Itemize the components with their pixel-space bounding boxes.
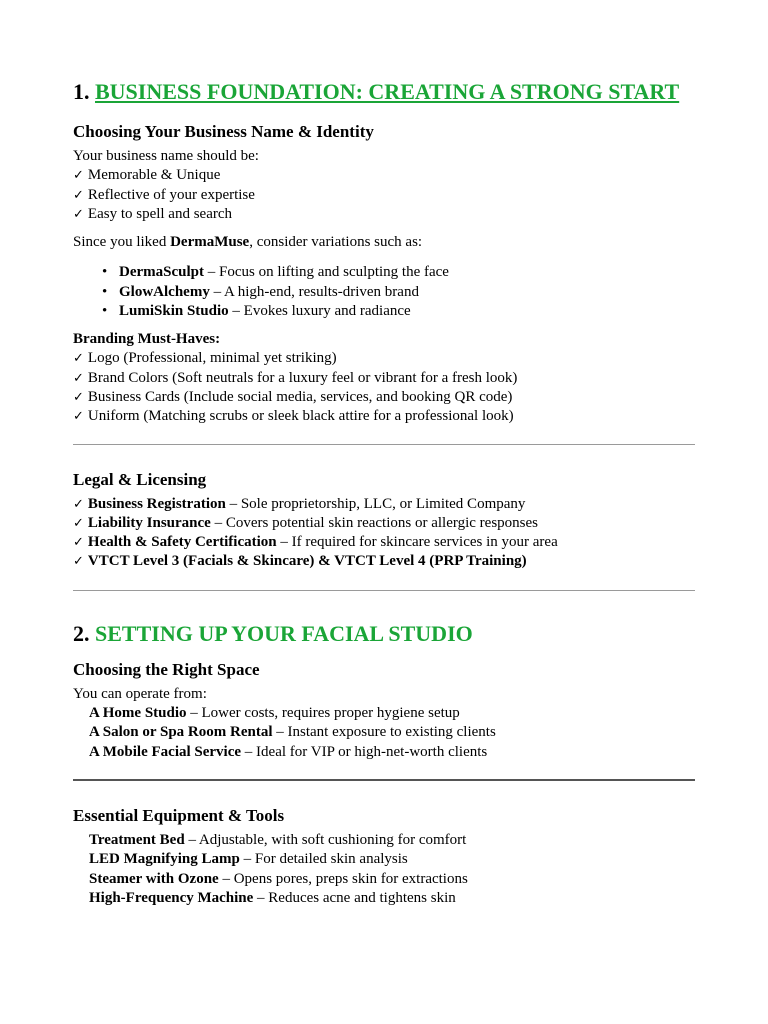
equipment-item-desc: – Reduces acne and tightens skin <box>253 889 456 906</box>
check-item: ✓ Logo (Professional, minimal yet striking) <box>73 349 695 368</box>
space-item-desc: – Ideal for VIP or high-net-worth clients <box>241 743 488 760</box>
legal-item-desc: – Covers potential skin reactions or allergic responses <box>210 514 538 531</box>
list-item <box>73 283 695 302</box>
since-post: , consider variations such as: <box>249 234 423 251</box>
check-item: ✓ Business Cards (Include social media, services, and booking QR code) <box>73 388 695 407</box>
variation-desc: – A high-end, results-driven brand <box>209 283 419 300</box>
check-item <box>73 495 695 514</box>
space-item-name: A Mobile Facial Service <box>89 743 242 760</box>
list-item <box>89 889 695 908</box>
legal-heading: Legal & Licensing <box>73 469 207 489</box>
since-brand: DermaMuse <box>170 234 250 251</box>
equipment-item-name: Steamer with Ozone <box>89 870 219 887</box>
space-item-name: A Home Studio <box>89 705 187 722</box>
equipment-item-name: Treatment Bed <box>89 831 185 848</box>
list-item <box>89 870 695 889</box>
list-item <box>73 263 695 282</box>
equipment-item-name: High-Frequency Machine <box>89 889 254 906</box>
variation-name: GlowAlchemy <box>119 283 210 300</box>
list-item <box>89 704 695 723</box>
space-intro: You can operate from: <box>73 685 207 702</box>
equipment-item-name: LED Magnifying Lamp <box>89 851 240 868</box>
since-pre: Since you liked <box>73 234 171 251</box>
since-paragraph <box>73 233 695 252</box>
check-item: ✓ Memorable & Unique <box>73 166 695 185</box>
legal-item-name: Business Registration <box>87 495 226 512</box>
section2-heading <box>73 620 695 647</box>
list-item <box>89 831 695 850</box>
legal-item-desc: – Sole proprietorship, LLC, or Limited Company <box>225 495 526 512</box>
variation-name: LumiSkin Studio <box>119 303 229 320</box>
variation-desc: – Focus on lifting and sculpting the face <box>204 264 449 281</box>
equipment-item-desc: – Adjustable, with soft cushioning for comfort <box>184 831 467 848</box>
list-item <box>89 723 695 742</box>
equipment-heading: Essential Equipment & Tools <box>73 805 285 825</box>
check-item <box>73 514 695 533</box>
check-item <box>73 552 695 571</box>
name-checklist <box>73 166 695 224</box>
list-item <box>89 743 695 762</box>
legal-item-name: Health & Safety Certification <box>87 534 277 551</box>
section1-title[interactable]: BUSINESS FOUNDATION: CREATING A STRONG START <box>95 79 680 104</box>
legal-item-name: VTCT Level 3 (Facials & Skincare) & VTCT Level 4 (PRP Training) <box>87 553 527 570</box>
name-identity-heading: Choosing Your Business Name & Identity <box>73 122 374 141</box>
space-item-desc: – Instant exposure to existing clients <box>272 724 496 741</box>
section1-number: 1. <box>73 79 90 104</box>
check-item: ✓ Brand Colors (Soft neutrals for a luxury feel or vibrant for a fresh look) <box>73 369 695 388</box>
equipment-item-desc: – Opens pores, preps skin for extractions <box>218 870 468 887</box>
space-list <box>73 704 695 762</box>
variation-desc: – Evokes luxury and radiance <box>228 303 411 320</box>
section2-number: 2. <box>73 620 90 646</box>
legal-item-name: Liability Insurance <box>87 514 211 531</box>
list-item <box>89 850 695 869</box>
list-item <box>73 302 695 321</box>
name-intro: Your business name should be: <box>73 148 259 164</box>
legal-item-desc: – If required for skincare services in your area <box>276 534 558 551</box>
check-item: ✓ Easy to spell and search <box>73 205 695 224</box>
branding-heading: Branding Must-Haves: <box>73 331 221 348</box>
check-item: ✓ Reflective of your expertise <box>73 186 695 205</box>
section2-title: SETTING UP YOUR FACIAL STUDIO <box>95 620 473 646</box>
legal-checklist <box>73 495 695 572</box>
variation-name: DermaSculpt <box>119 264 204 281</box>
check-item <box>73 533 695 552</box>
branding-checklist <box>73 349 695 426</box>
equipment-list <box>73 831 695 908</box>
space-heading: Choosing the Right Space <box>73 659 260 679</box>
space-item-name: A Salon or Spa Room Rental <box>89 724 273 741</box>
section1-heading <box>73 78 695 105</box>
document-content <box>73 78 695 908</box>
space-item-desc: – Lower costs, requires proper hygiene setup <box>186 705 460 722</box>
equipment-item-desc: – For detailed skin analysis <box>239 851 408 868</box>
check-item: ✓ Uniform (Matching scrubs or sleek black attire for a professional look) <box>73 407 695 426</box>
variations-list <box>73 263 695 321</box>
